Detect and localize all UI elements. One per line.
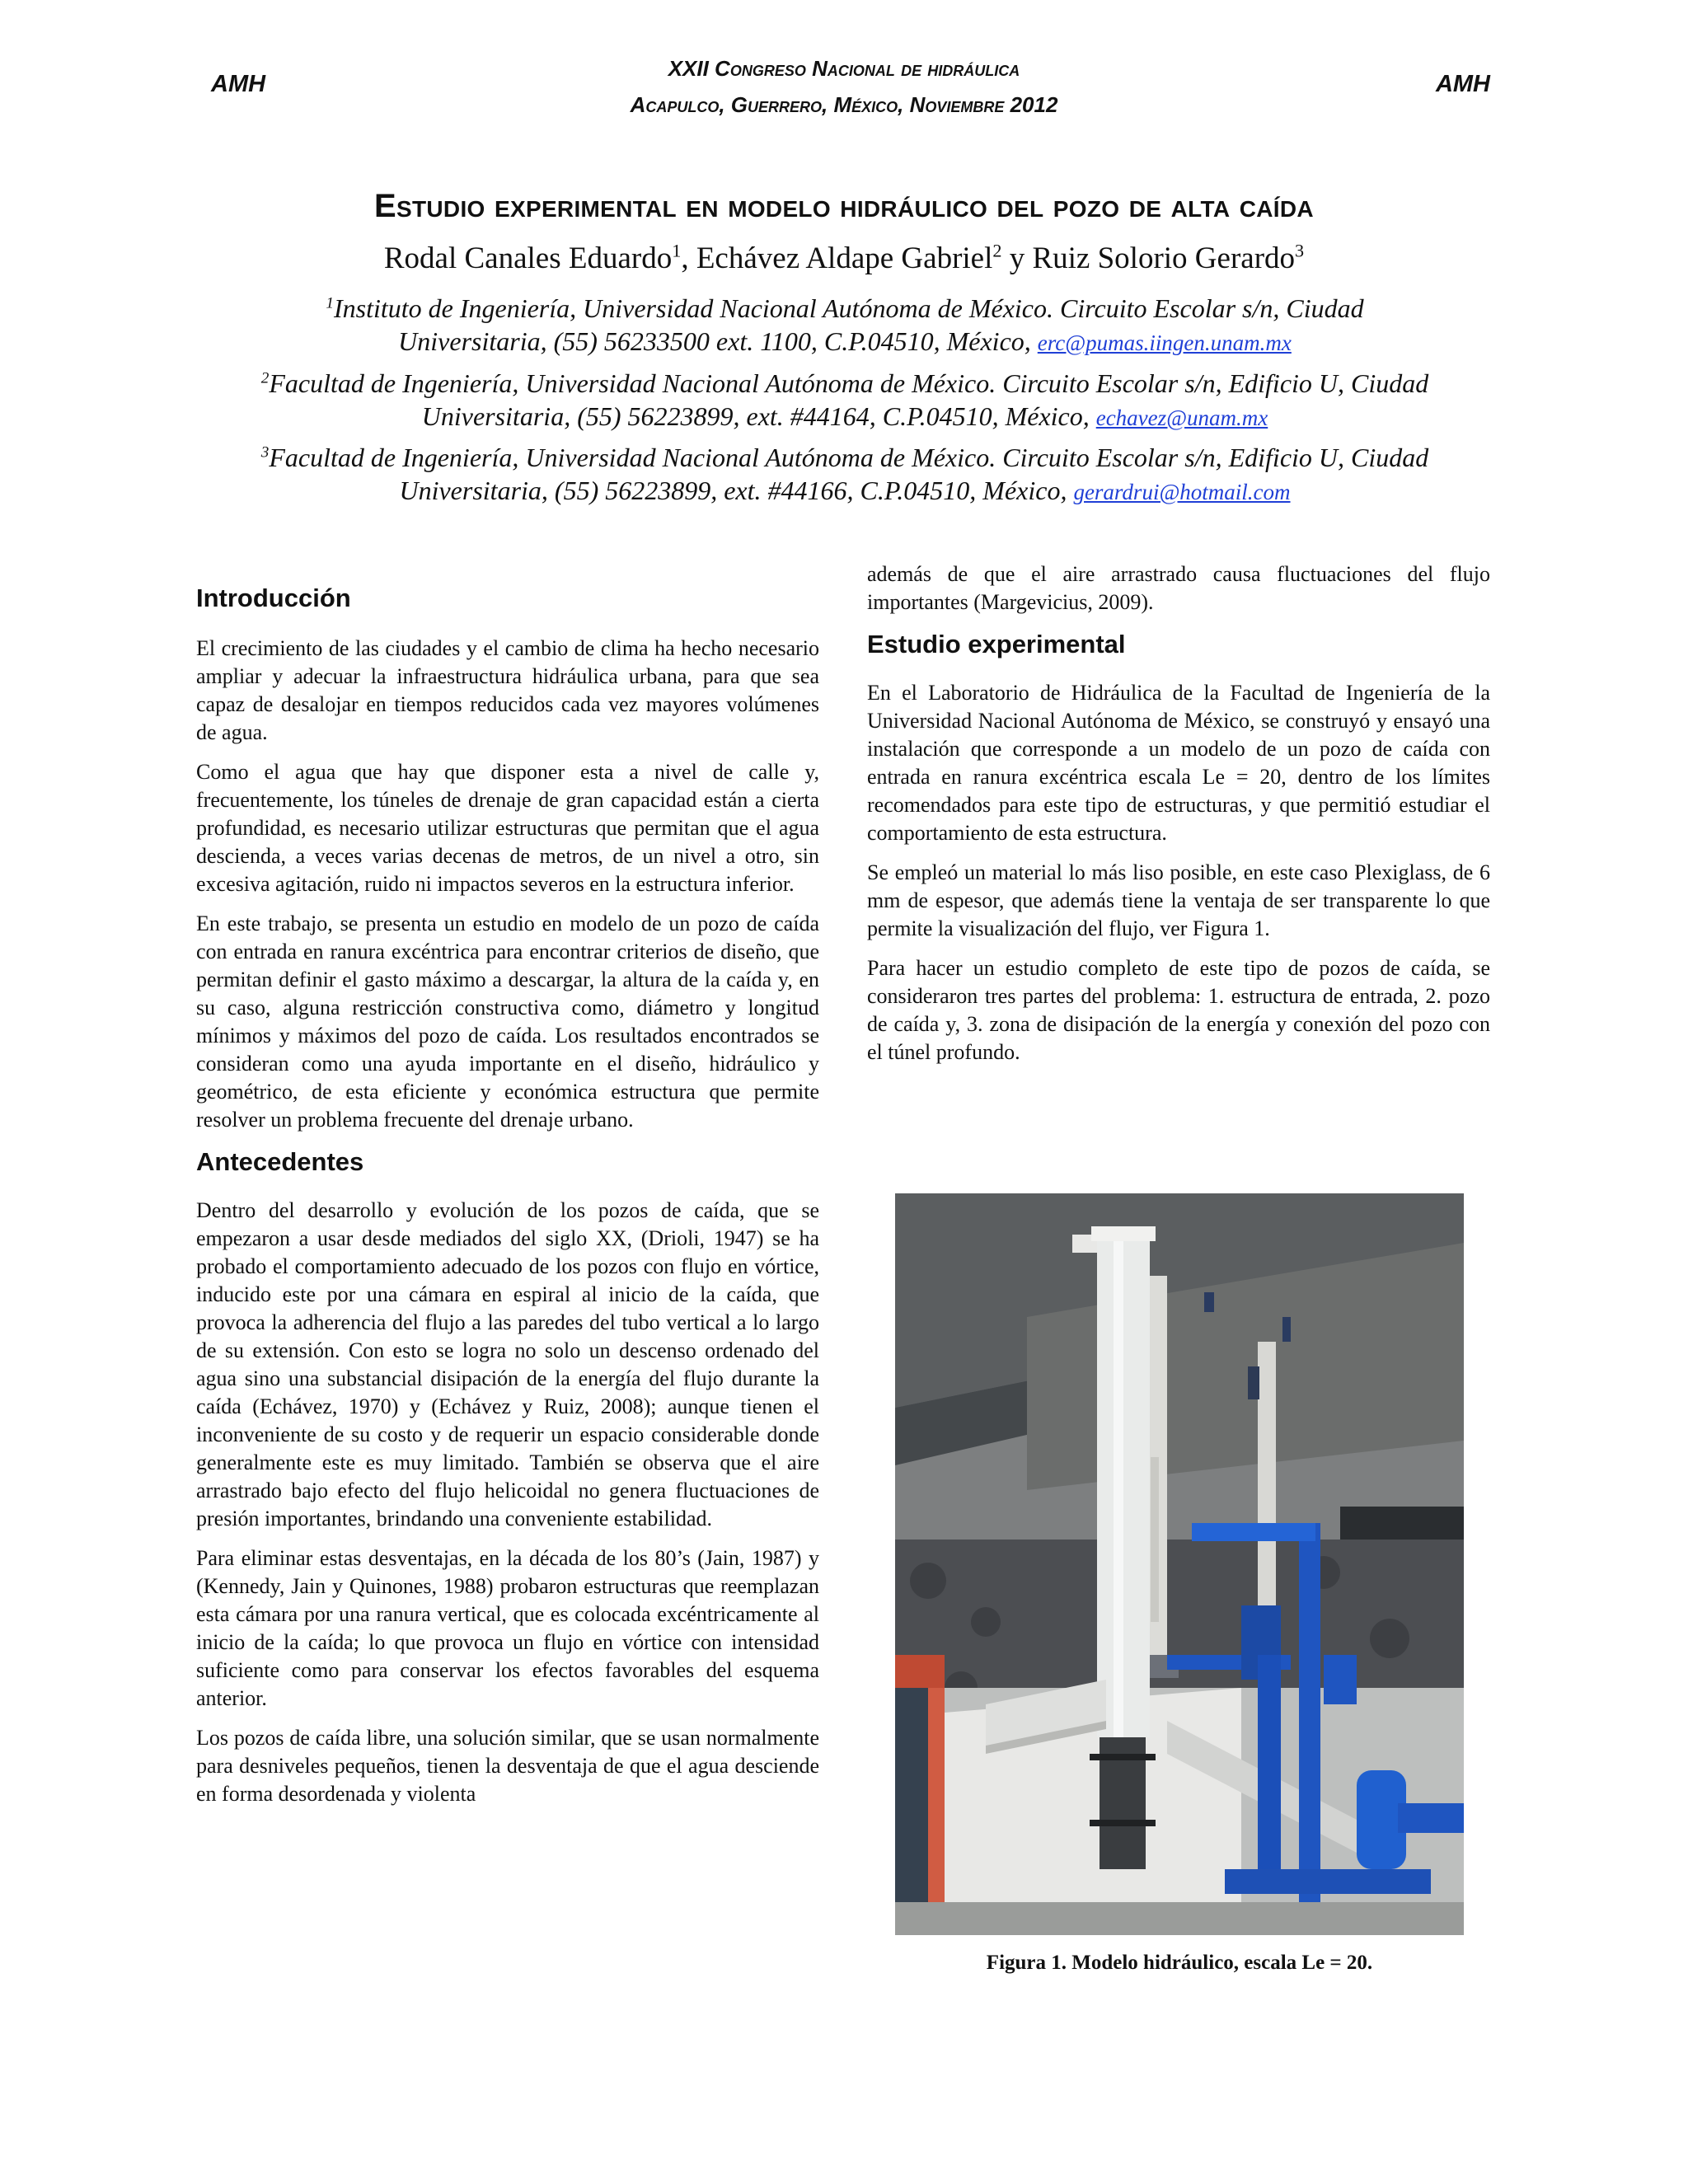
section-heading-antecedentes: Antecedentes: [196, 1147, 364, 1176]
paragraph: Se empleó un material lo más liso posible, en este caso Plexiglass, de 6 mm de espesor, que además tiene la ventaja de ser transparente lo que permite la visualización del flujo, ver Figura 1.: [867, 860, 1490, 940]
author-superscript: 3: [1295, 240, 1305, 261]
affiliation-1: [165, 292, 1525, 359]
hydraulic-model-photo: [895, 1193, 1464, 1935]
email-link[interactable]: gerardrui@hotmail.com: [1073, 480, 1291, 504]
affiliation-line: Facultad de Ingeniería, Universidad Nacional Autónoma de México. Circuito Escolar s/n, Edificio U, Ciudad: [269, 368, 1429, 398]
paragraph: Para eliminar estas desventajas, en la década de los 80’s (Jain, 1987) y (Kennedy, Jain y Quinones, 1988) probaron estructuras que reemplazan esta cámara por una ranura vertical, que es colocada excéntricamente al inicio de la caída; lo que provoca un flujo en vórtice con intensidad suficiente como para conservar los efectos favorables del esquema anterior.: [196, 1546, 819, 1710]
right-column: [867, 560, 1490, 1078]
affiliation-superscript: 3: [260, 443, 270, 462]
author-name: Ruiz Solorio Gerardo: [1032, 241, 1296, 275]
section-heading-estudio-experimental: Estudio experimental: [867, 630, 1126, 658]
section-heading-introduccion: Introducción: [196, 583, 351, 612]
affiliation-line: Facultad de Ingeniería, Universidad Nacional Autónoma de México. Circuito Escolar s/n, Edificio U, Ciudad: [269, 443, 1429, 472]
paragraph: En este trabajo, se presenta un estudio en modelo de un pozo de caída con entrada en ranura excéntrica para encontrar criterios de diseño, que permitan definir el gasto máximo a descargar, la altura de la caída y, en su caso, alguna restricción constructiva como, diámetro y longitud mínimos y máximos del pozo de caída. Los resultados encontrados se consideran como una ayuda importante en el diseño, hidráulico y geométrico, de esta eficiente y económica estructura que permite resolver un problema frecuente del drenaje urbano.: [196, 912, 819, 1132]
affiliation-line: Universitaria, (55) 56233500 ext. 1100, C.P.04510, México,: [398, 326, 1038, 356]
author-name: Rodal Canales Eduardo: [383, 241, 673, 275]
header-conference-location: Acapulco, Guerrero, México, Noviembre 2012: [630, 92, 1058, 117]
paragraph: El crecimiento de las ciudades y el cambio de clima ha hecho necesario ampliar y adecuar la infraestructura hidráulica urbana, para que sea capaz de desalojar en tiempos reducidos cada vez mayores volúmenes de agua.: [196, 636, 819, 744]
author-list: [0, 241, 1688, 276]
header-conference-name: XXII Congreso Nacional de hidráulica: [668, 56, 1020, 81]
affiliation-superscript: 1: [326, 294, 334, 312]
affiliation-3: [165, 441, 1525, 509]
figure-caption: Figura 1. Modelo hidráulico, escala Le = 20.: [986, 1952, 1373, 1974]
paragraph: además de que el aire arrastrado causa fluctuaciones del flujo importantes (Margevicius, 2009).: [867, 562, 1490, 614]
paper-title: Estudio experimental en modelo hidráulico del pozo de alta caída: [374, 188, 1314, 224]
author-superscript: 2: [992, 240, 1002, 261]
paragraph: En el Laboratorio de Hidráulica de la Facultad de Ingeniería de la Universidad Nacional Autónoma de México, se construyó y ensayó una instalación que corresponde a un modelo de un pozo de caída con entrada en ranura excéntrica escala Le = 20, dentro de los límites recomendados para este tipo de estructuras, y que permitió estudiar el comportamiento de esta estructura.: [867, 681, 1490, 845]
header-left-acronym: AMH: [211, 71, 266, 97]
affiliation-superscript: 2: [260, 369, 270, 387]
figure-hydraulic-model-photo: [895, 1193, 1464, 1935]
header-right-acronym: AMH: [1435, 71, 1490, 97]
affiliation-2: [165, 367, 1525, 434]
paragraph: Para hacer un estudio completo de este tipo de pozos de caída, se consideraron tres partes del problema: 1. estructura de entrada, 2. pozo de caída y, 3. zona de disipación de la energía y conexión del pozo con el túnel profundo.: [867, 956, 1490, 1064]
paragraph: Los pozos de caída libre, una solución similar, que se usan normalmente para desniveles pequeños, tienen la desventaja de que el agua desciende en forma desordenada y violenta: [196, 1726, 819, 1806]
paragraph: Dentro del desarrollo y evolución de los pozos de caída, que se empezaron a usar desde mediados del siglo XX, (Drioli, 1947) se ha probado el comportamiento adecuado de los pozos con flujo en vórtice, inducido este por una cámara en espiral al inicio de la caída, que provoca la adherencia del flujo a las paredes del tubo vertical a lo largo de su extensión. Con esto se logra no solo un descenso ordenado del agua sino una substancial disipación de la energía del flujo durante la caída (Echávez, 1970) y (Echávez y Ruiz, 2008); aunque tienen el inconveniente de su costo y de requerir un espacio considerable donde generalmente este es muy limitado. También se observa que el aire arrastrado bajo efecto del flujo helicoidal no genera fluctuaciones de presión importantes, brindando una conveniente estabilidad.: [196, 1198, 819, 1530]
author-separator: y: [1001, 241, 1033, 275]
affiliation-line: Universitaria, (55) 56223899, ext. #44164, C.P.04510, México,: [421, 401, 1096, 431]
affiliation-line: Instituto de Ingeniería, Universidad Nacional Autónoma de México. Circuito Escolar s/n, Ciudad: [333, 293, 1364, 323]
author-superscript: 1: [672, 240, 682, 261]
author-name: Echávez Aldape Gabriel: [696, 241, 993, 275]
paragraph: Como el agua que hay que disponer esta a nivel de calle y, frecuentemente, los túneles de drenaje de gran capacidad están a cierta profundidad, es necesario utilizar estructuras que permitan que el agua descienda, a veces varias decenas de metros, de un nivel a otro, sin excesiva agitación, ruido ni impactos severos en la estructura inferior.: [196, 760, 819, 896]
author-separator: ,: [681, 241, 696, 275]
email-link[interactable]: echavez@unam.mx: [1095, 405, 1268, 430]
email-link[interactable]: erc@pumas.iingen.unam.mx: [1037, 330, 1292, 355]
left-column: [196, 560, 819, 1820]
affiliation-line: Universitaria, (55) 56223899, ext. #44166, C.P.04510, México,: [399, 476, 1074, 505]
